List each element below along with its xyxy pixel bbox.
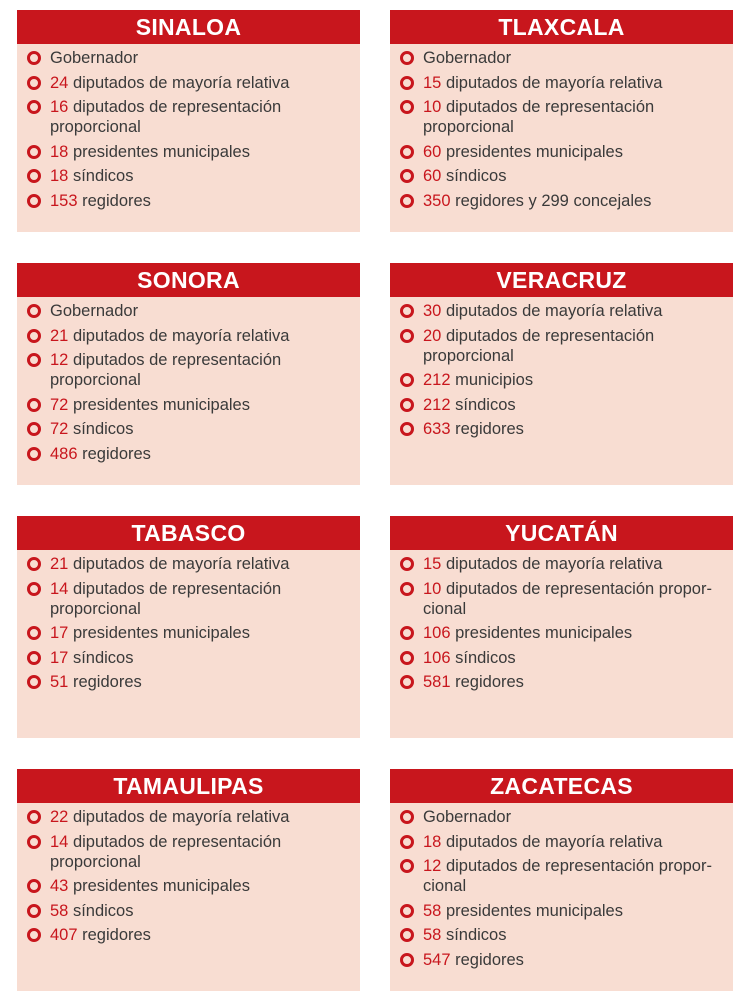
position-count: 22 [50,808,69,826]
ring-bullet-icon [27,810,41,824]
position-item [390,623,733,643]
ring-bullet-icon [400,398,414,412]
position-label: presidentes municipales [445,142,623,161]
position-item [17,326,360,346]
position-count: 18 [423,832,442,851]
position-label: regidores [72,673,142,692]
state-title: TLAXCALA [390,10,733,44]
position-label: diputados de representación proporcional [50,832,282,871]
position-label: regidores [455,673,524,692]
position-count: 350 [423,191,451,210]
position-label: síndicos [445,926,507,945]
position-label: diputados de mayoría relativa [445,832,663,851]
ring-bullet-icon [400,329,414,343]
ring-bullet-icon [400,810,414,824]
ring-bullet-icon [400,422,414,436]
ring-bullet-icon [400,859,414,873]
position-label: diputados de representación proporcional [50,98,282,137]
position-label: síndicos [72,420,134,439]
ring-bullet-icon [27,582,41,596]
position-label: regidores [455,420,524,439]
ring-bullet-icon [400,169,414,183]
ring-bullet-icon [27,304,41,318]
ring-bullet-icon [27,651,41,665]
positions-list [17,803,360,945]
position-item [17,554,360,574]
position-label: diputados de representación proporcional [423,98,655,137]
ring-bullet-icon [27,51,41,65]
position-item [17,97,360,137]
position-item [390,554,733,574]
position-count: 14 [50,579,69,598]
ring-bullet-icon [400,582,414,596]
position-count: 633 [423,420,451,439]
position-count: 43 [50,877,69,896]
ring-bullet-icon [27,329,41,343]
position-label: diputados de mayoría relativa [72,808,290,826]
position-item [17,832,360,872]
position-label: presidentes municipales [445,901,623,920]
position-count: 17 [50,648,69,667]
ring-bullet-icon [400,953,414,967]
position-item [390,48,733,68]
position-item [17,648,360,668]
position-item [17,142,360,162]
position-count: 20 [423,326,442,345]
position-label: regidores [455,950,524,969]
position-label: presidentes municipales [72,624,250,643]
position-label: síndicos [455,648,516,667]
positions-list [17,44,360,211]
position-label: diputados de mayoría relativa [72,326,290,345]
state-card-tlaxcala [390,10,733,232]
position-count: 153 [50,191,78,210]
ring-bullet-icon [27,557,41,571]
position-count: 60 [423,167,442,186]
position-item [390,419,733,439]
positions-list [390,297,733,439]
position-count: 72 [50,395,69,414]
position-item [390,395,733,415]
position-item [17,191,360,211]
positions-list [17,550,360,692]
ring-bullet-icon [27,100,41,114]
ring-bullet-icon [400,100,414,114]
position-item [17,48,360,68]
position-item [390,579,733,619]
position-item [17,623,360,643]
position-label: Gobernador [50,302,139,320]
state-title: TAMAULIPAS [17,769,360,803]
position-label: diputados de mayoría relativa [72,555,290,573]
state-card-sonora [17,263,360,485]
ring-bullet-icon [27,169,41,183]
position-item [390,672,733,692]
state-card-zacatecas [390,769,733,991]
position-label: regidores y 299 concejales [455,191,652,210]
positions-list [390,550,733,692]
ring-bullet-icon [27,879,41,893]
position-item [17,925,360,945]
position-label: síndicos [455,395,516,414]
position-item [17,395,360,415]
position-count: 547 [423,950,451,969]
position-count: 14 [50,832,69,851]
position-item [390,648,733,668]
position-count: 581 [423,673,451,692]
state-card-sinaloa [17,10,360,232]
ring-bullet-icon [27,194,41,208]
position-count: 212 [423,395,451,414]
position-count: 407 [50,926,78,945]
ring-bullet-icon [27,835,41,849]
position-item [17,444,360,464]
state-title: TABASCO [17,516,360,550]
state-card-yucatan [390,516,733,738]
position-count: 15 [423,555,442,573]
position-item [17,166,360,186]
positions-list [390,44,733,211]
position-label: síndicos [72,648,134,667]
position-item [390,370,733,390]
position-count: 58 [423,901,442,920]
position-item [390,925,733,945]
position-label: presidentes municipales [72,142,250,161]
position-count: 106 [423,648,451,667]
position-label: síndicos [445,167,507,186]
position-count: 10 [423,579,442,598]
state-card-tamaulipas [17,769,360,991]
state-title: SONORA [17,263,360,297]
position-count: 212 [423,371,451,390]
position-item [17,672,360,692]
position-item [17,579,360,619]
position-count: 486 [50,444,78,463]
position-label: presidentes municipales [72,395,250,414]
position-item [17,301,360,321]
position-count: 106 [423,624,451,643]
ring-bullet-icon [400,557,414,571]
position-count: 17 [50,624,69,643]
position-count: 58 [423,926,442,945]
ring-bullet-icon [400,626,414,640]
position-label: diputados de representación proporcional [423,326,655,365]
ring-bullet-icon [400,194,414,208]
position-count: 24 [50,73,69,92]
state-title: SINALOA [17,10,360,44]
position-label: municipios [455,371,534,390]
ring-bullet-icon [400,675,414,689]
position-item [17,901,360,921]
position-item [17,807,360,827]
ring-bullet-icon [27,904,41,918]
position-count: 12 [50,351,69,370]
position-count: 21 [50,326,69,345]
position-item [17,73,360,93]
position-label: diputados de mayoría relativa [72,73,290,92]
state-title: VERACRUZ [390,263,733,297]
ring-bullet-icon [27,145,41,159]
state-title: YUCATÁN [390,516,733,550]
position-count: 72 [50,420,69,439]
position-count: 58 [50,901,69,920]
position-item [390,326,733,366]
position-label: regidores [82,444,151,463]
position-item [390,97,733,137]
position-item [390,166,733,186]
position-label: diputados de representación proporcional [50,351,282,390]
position-label: presidentes municipales [72,877,250,896]
position-item [390,301,733,321]
ring-bullet-icon [27,76,41,90]
position-count: 21 [50,555,69,573]
position-count: 18 [50,167,69,186]
ring-bullet-icon [400,651,414,665]
position-item [17,350,360,390]
position-item [390,73,733,93]
position-count: 10 [423,98,442,117]
position-count: 12 [423,857,442,876]
position-label: Gobernador [423,808,512,826]
ring-bullet-icon [400,835,414,849]
ring-bullet-icon [27,928,41,942]
ring-bullet-icon [27,626,41,640]
ring-bullet-icon [27,353,41,367]
position-item [390,807,733,827]
positions-list [390,803,733,970]
position-label: diputados de representación proporcional [50,579,282,618]
position-label: regidores [82,926,151,945]
position-item [390,832,733,852]
position-count: 30 [423,302,442,320]
position-label: diputados de representación propor- cional [423,579,712,618]
ring-bullet-icon [400,51,414,65]
position-label: presidentes municipales [455,624,633,643]
ring-bullet-icon [400,145,414,159]
position-item [390,950,733,970]
ring-bullet-icon [400,904,414,918]
state-card-veracruz [390,263,733,485]
positions-list [17,297,360,464]
position-label: diputados de mayoría relativa [445,73,663,92]
ring-bullet-icon [27,447,41,461]
state-title: ZACATECAS [390,769,733,803]
ring-bullet-icon [27,398,41,412]
position-item [17,419,360,439]
ring-bullet-icon [27,422,41,436]
position-item [17,876,360,896]
position-label: diputados de mayoría relativa [445,302,663,320]
position-count: 15 [423,73,442,92]
position-label: diputados de mayoría relativa [445,555,663,573]
position-count: 16 [50,98,69,117]
ring-bullet-icon [400,373,414,387]
position-item [390,191,733,211]
position-count: 51 [50,673,69,692]
position-label: Gobernador [50,49,139,67]
ring-bullet-icon [400,304,414,318]
position-item [390,901,733,921]
ring-bullet-icon [400,928,414,942]
position-label: síndicos [72,167,134,186]
position-count: 60 [423,142,442,161]
position-label: síndicos [72,901,134,920]
position-label: diputados de representación propor- cional [423,857,712,896]
state-card-tabasco [17,516,360,738]
position-item [390,142,733,162]
ring-bullet-icon [400,76,414,90]
position-count: 18 [50,142,69,161]
ring-bullet-icon [27,675,41,689]
position-item [390,856,733,896]
position-label: Gobernador [423,49,512,67]
position-label: regidores [82,191,151,210]
